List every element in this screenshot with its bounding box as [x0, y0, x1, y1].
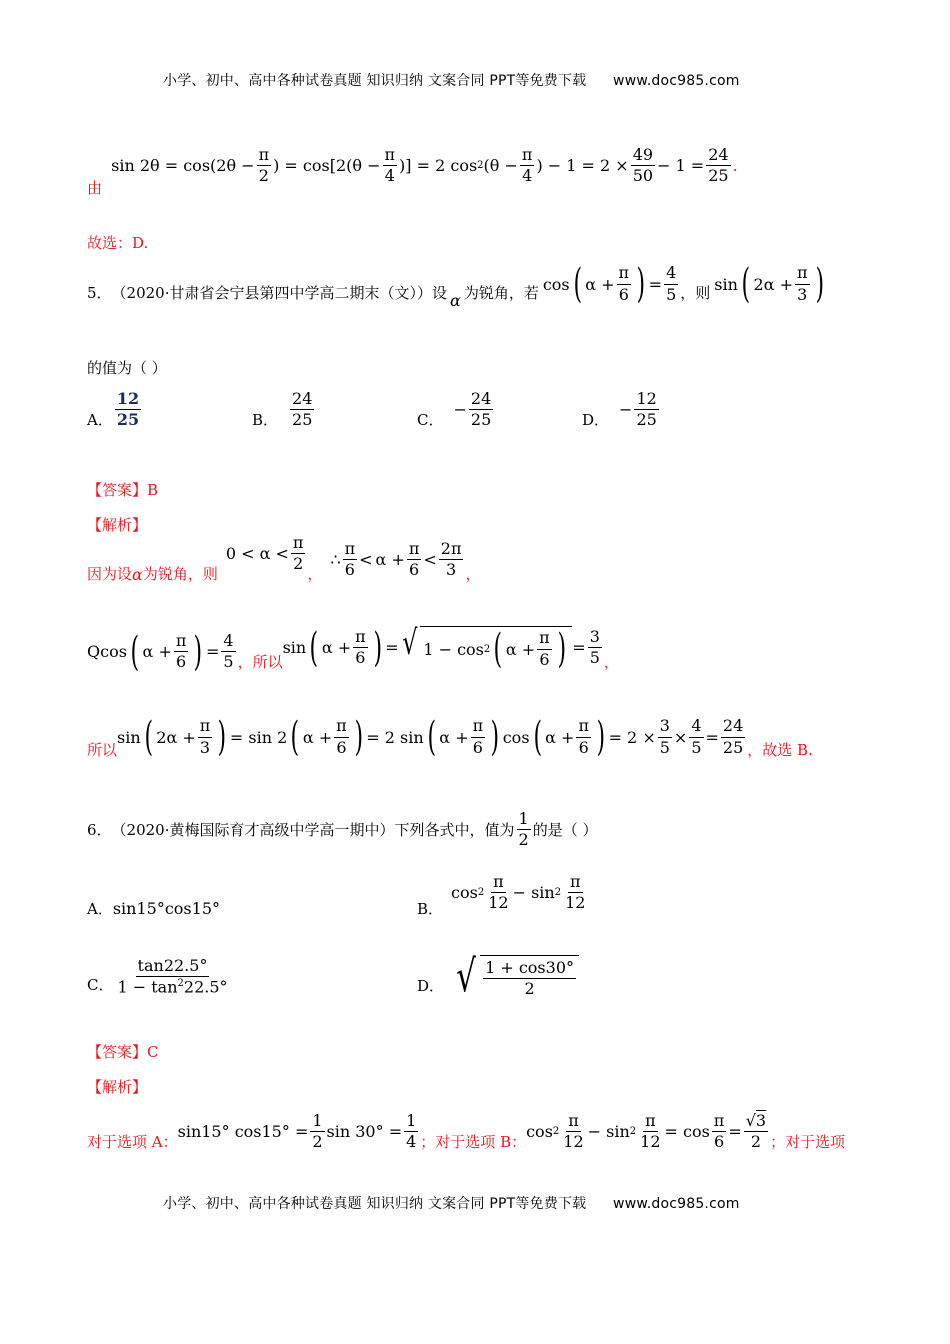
den: 12 — [488, 893, 509, 913]
num: π — [343, 540, 358, 560]
math-text: α + — [545, 727, 575, 747]
q6-number: 6． — [87, 821, 112, 840]
den: 2 — [518, 830, 529, 850]
num: π — [471, 717, 486, 737]
num: π — [334, 717, 349, 737]
num: 4 — [221, 632, 235, 652]
math-text: = — [385, 638, 399, 657]
q5-option-d[interactable] — [582, 390, 747, 430]
den: 2 — [750, 1132, 761, 1152]
math-text: α + — [375, 550, 405, 570]
math-text: α + — [142, 642, 172, 661]
option-label: B． — [417, 900, 444, 919]
period: . — [732, 156, 738, 176]
math-text: < — [359, 550, 373, 570]
num: π — [407, 540, 422, 560]
text: ；对于选项 — [770, 1133, 846, 1152]
q5-number: 5． — [87, 283, 112, 302]
q5-analysis-line-3: 所以 sin ( 2α + $\frac{\pi}{3}$ ) = sin 2 ( α + $\frac{\pi}{6}$ ) = 2 sin ( α + $\frac{\pi}{6}$ ) cos ( α + $\frac{\pi}{6}$ ) = 2 × $\frac{3}{5}$ × $\frac{4}{5}$ = $\frac{24}{25}$ ，故选 B. — [87, 714, 813, 760]
fraction: $\frac{\pi}{4}$ — [384, 145, 396, 186]
q5-source: （2020·甘肃省会宁县第四中学高二期末（文））设 — [111, 283, 447, 302]
comma: ， — [603, 653, 619, 671]
q6-analysis-line: 对于选项 A： sin15° cos15° = $\frac{1}{2}$ sin 30° = $\frac{1}{4}$ ；对于选项 B： cos 2 $\frac{\pi}{12}$ − sin 2 $\frac{\pi}{12}$ = cos $\frac{\pi}{6}$ = $\frac{√3}{2}$ ；对于选项 — [87, 1111, 846, 1152]
num: π — [643, 1112, 658, 1132]
den: 6 — [618, 284, 629, 304]
sup: 2 — [554, 887, 562, 899]
fraction: $\frac{49}{50}$ — [632, 145, 654, 186]
math-text: α + — [321, 638, 352, 657]
num: π — [568, 873, 583, 893]
text: 所以 — [87, 740, 118, 759]
num: π — [537, 629, 552, 649]
den: 25 — [722, 737, 744, 757]
den: 12 — [640, 1132, 661, 1152]
math-text: − sin — [587, 1122, 630, 1142]
q5-option-a[interactable] — [87, 390, 252, 430]
neg: − — [619, 400, 633, 420]
den: 6 — [713, 1132, 725, 1152]
q5-analysis-line-2: Q cos ( α + $\frac{\pi}{6}$ ) = $\frac{4}{5}$ ，所以 sin ( α + $\frac{\pi}{6}$ ) = √ 1 − cos 2 ( α + $\frac{\pi}{6}$ ) = $\frac{3}{5}$ ， — [87, 623, 619, 675]
fraction: $\frac{\pi}{4}$ — [521, 145, 533, 186]
math-text: α + — [585, 274, 615, 294]
sup: 2 — [477, 887, 485, 899]
q5-stem-end: 的值为（ ） — [87, 359, 167, 377]
num: π — [576, 717, 591, 737]
q6-option-c[interactable] — [87, 957, 417, 997]
option-label: B． — [252, 411, 279, 430]
math-text: − 1 = — [657, 156, 705, 176]
math-text: 2α + — [156, 727, 196, 747]
math-text: 1 − cos — [423, 639, 484, 659]
math-text: 0 < α < — [225, 544, 289, 564]
math-text: sin — [282, 638, 307, 657]
prev-conclusion: 故选：D. — [87, 234, 149, 252]
num: π — [566, 1112, 581, 1132]
den: 5 — [589, 648, 600, 667]
den: 2 — [293, 554, 304, 574]
q5-text: 为锐角，若 — [463, 283, 539, 302]
comma: ， — [465, 564, 481, 583]
math-text: sin15° cos15° = — [177, 1122, 309, 1142]
den: 12 — [563, 1132, 584, 1152]
den: 2 — [312, 1132, 323, 1152]
q5-options — [87, 390, 847, 430]
num: 24 — [290, 390, 314, 410]
q6-options-row-2 — [87, 951, 787, 1002]
math-text: cos — [502, 727, 530, 747]
fraction: $\frac{24}{25}$ — [708, 145, 729, 186]
q6-option-d[interactable] — [417, 951, 579, 1002]
text: ，所以 — [237, 653, 283, 671]
math-text: Q — [87, 642, 101, 661]
den: 25 — [116, 410, 140, 430]
option-label: C． — [417, 411, 444, 430]
math-text: − sin — [512, 883, 555, 903]
num: 12 — [115, 390, 141, 410]
num: 1 + cos30° — [483, 959, 576, 979]
math-text: = — [572, 638, 586, 657]
math-text: = — [648, 274, 663, 294]
num: π — [617, 264, 632, 284]
option-expr: sin15°cos15° — [112, 899, 220, 919]
math-text: = 2 × — [608, 727, 656, 747]
num: 4 — [664, 264, 678, 284]
prev-solution-line: 由 sin 2θ = cos(2θ − $\frac{\pi}{2}$ ) = cos[2(θ − $\frac{\pi}{4}$ )] = 2 cos 2 (θ − $\frac{\pi}{4}$ ) − 1 = 2 × $\frac{49}{50}$ − 1 = $\frac{24}{25}$ . — [87, 145, 738, 198]
num: π — [291, 534, 306, 554]
math-text: cos — [526, 1122, 553, 1142]
den: 6 — [409, 560, 420, 580]
q6-analysis-heading: 【解析】 — [87, 1078, 148, 1096]
math-text: α + — [505, 639, 536, 659]
den: 25 — [636, 410, 657, 430]
num: tan22.5° — [136, 957, 210, 977]
num: 24 — [469, 390, 493, 410]
option-label: D． — [417, 976, 445, 995]
math-text: sin 2θ = cos(2θ − — [111, 156, 255, 176]
num: 1 — [404, 1112, 418, 1132]
q5-option-c[interactable] — [417, 390, 582, 430]
q5-answer: 【答案】B — [87, 481, 159, 499]
text: 对于选项 A： — [87, 1133, 178, 1152]
math-text: = 2 sin — [366, 727, 424, 747]
math-text: α + — [302, 727, 333, 747]
den: 6 — [472, 737, 483, 757]
num: π — [491, 873, 506, 893]
option-label: C． — [87, 976, 114, 995]
den: 4 — [406, 1132, 417, 1152]
den: 22.5° — [183, 977, 228, 997]
den: 3 — [446, 560, 457, 580]
neg: − — [453, 400, 467, 420]
num: 12 — [634, 390, 658, 410]
sqrt: √ $\frac{1 + \cos 30^\circ}{2}$ — [452, 955, 579, 999]
math-text: sin — [714, 274, 738, 294]
num: 1 — [517, 810, 531, 830]
q6-option-a[interactable] — [87, 884, 417, 919]
text: ，故选 B. — [747, 740, 813, 759]
comma: ， — [307, 564, 323, 583]
num: 1 — [310, 1112, 324, 1132]
math-text: = sin 2 — [229, 727, 288, 747]
math-text: cos — [100, 642, 127, 661]
num: π — [198, 717, 213, 737]
page-footer — [163, 1193, 740, 1213]
math-text: < — [423, 550, 437, 570]
den: 6 — [176, 652, 187, 671]
sqrt: √ 1 − cos 2 ( α + $\frac{\pi}{6}$ ) — [399, 626, 573, 669]
math-text: = — [705, 727, 719, 747]
sup: 2 — [483, 643, 491, 655]
den: 6 — [539, 649, 550, 669]
q6-answer: 【答案】C — [87, 1043, 159, 1061]
num: 24 — [721, 717, 745, 737]
num: 4 — [689, 717, 703, 737]
page-header — [163, 70, 740, 90]
prev-you: 由 — [87, 179, 103, 198]
q5-option-b[interactable] — [252, 390, 417, 430]
den: 5 — [691, 737, 702, 757]
den: 2 — [524, 979, 535, 998]
num: 2π — [439, 540, 464, 560]
math-text: = cos — [664, 1122, 710, 1142]
math-text: sin 30° = — [326, 1122, 403, 1142]
den: 25 — [470, 410, 492, 430]
q6-options-row-1 — [87, 872, 787, 919]
math-text: )] = 2 cos — [399, 156, 478, 176]
text: ；对于选项 B： — [420, 1133, 527, 1152]
header-url: www.doc985.com — [613, 73, 740, 89]
math-text: ) − 1 = 2 × — [536, 156, 629, 176]
option-label: A． — [87, 900, 113, 919]
num: π — [174, 632, 189, 652]
num: 3 — [755, 1111, 767, 1130]
alpha: α — [450, 290, 461, 310]
header-text: 小学、初中、高中各种试卷真题 知识归纳 文案合同 PPT等免费下载 — [163, 73, 587, 89]
q6-text: 的是（ ） — [532, 821, 598, 840]
den: 5 — [659, 737, 670, 757]
q6-source: （2020·黄梅国际育才高级中学高一期中）下列各式中，值为 — [111, 821, 515, 840]
fraction: $\frac{\pi}{2}$ — [258, 145, 270, 186]
den: 3 — [797, 284, 808, 304]
sup: 2 — [552, 1126, 560, 1138]
sup: 2 — [177, 978, 184, 990]
math-text: (θ − — [483, 156, 518, 176]
den: 6 — [578, 737, 589, 757]
den: 5 — [666, 284, 677, 304]
q5-analysis-heading: 【解析】 — [87, 516, 148, 534]
q6-option-b[interactable] — [417, 872, 589, 919]
math-text: α + — [439, 727, 469, 747]
den: 5 — [223, 652, 234, 671]
den: 6 — [344, 560, 355, 580]
math-text: ∴ — [330, 550, 341, 570]
math-text: × — [673, 727, 688, 747]
den: 6 — [355, 648, 366, 667]
den: 25 — [292, 410, 313, 430]
option-label: A． — [87, 411, 113, 430]
num: π — [795, 264, 810, 284]
alpha: α — [132, 564, 143, 584]
den: 12 — [565, 893, 586, 913]
math-text: cos — [542, 274, 570, 294]
math-text: ) = cos[2(θ − — [273, 156, 381, 176]
text: 因为设 — [87, 564, 133, 583]
math-text: = — [205, 642, 220, 661]
text: 为锐角，则 — [142, 564, 218, 583]
sup: 2 — [629, 1126, 637, 1138]
q6-stem — [87, 810, 597, 850]
den: 1 − tan — [117, 977, 178, 997]
den: 6 — [336, 737, 347, 757]
footer-text: 小学、初中、高中各种试卷真题 知识归纳 文案合同 PPT等免费下载 — [163, 1196, 587, 1212]
num: π — [712, 1112, 727, 1132]
option-label: D． — [582, 411, 610, 430]
math-text: 2α + — [753, 274, 794, 294]
num: π — [353, 628, 368, 648]
math-text: cos — [451, 883, 478, 903]
q5-analysis-line-1 — [87, 533, 481, 588]
footer-url: www.doc985.com — [613, 1196, 740, 1212]
q5-stem: 5． （2020·甘肃省会宁县第四中学高二期末（文））设 α 为锐角，若 cos ( α + $\frac{\pi}{6}$ ) = $\frac{4}{5}$ ，则 sin ( 2α + $\frac{\pi}{3}$ ) — [87, 261, 824, 310]
q5-text: ，则 — [680, 283, 711, 302]
math-text: sin — [117, 727, 141, 747]
den: 3 — [199, 737, 211, 757]
